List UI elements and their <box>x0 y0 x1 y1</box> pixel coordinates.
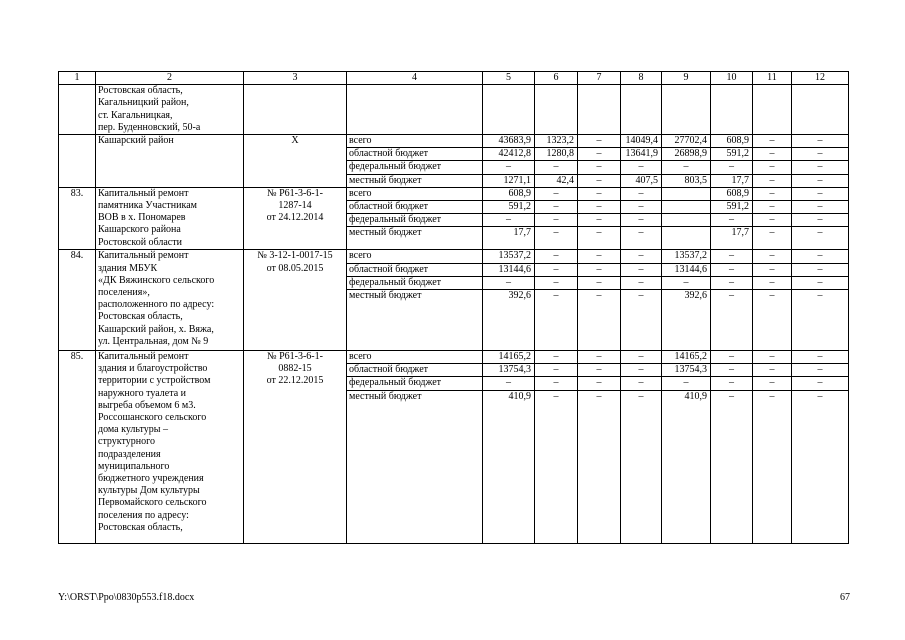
text-line: Ростовской области <box>98 236 182 248</box>
value-cell: – <box>792 135 849 148</box>
text-line: выгреба объемом 6 м3. <box>98 399 196 411</box>
value-cell: 17,7 <box>483 227 535 250</box>
value-cell: – <box>753 250 792 263</box>
value-cell: – <box>662 161 711 174</box>
value-cell: 13144,6 <box>662 263 711 276</box>
value-cell: – <box>535 276 578 289</box>
value-cell: 410,9 <box>483 390 535 543</box>
value-cell: 14165,2 <box>662 351 711 364</box>
value-cell: – <box>578 290 621 351</box>
value-cell: – <box>578 201 621 214</box>
empty-cell <box>711 85 753 135</box>
text-line: территории с устройством <box>98 375 211 387</box>
value-cell: 13537,2 <box>662 250 711 263</box>
value-cell <box>662 187 711 200</box>
value-cell: 26898,9 <box>662 148 711 161</box>
value-cell: 13754,3 <box>662 364 711 377</box>
text-line: расположенного по адресу: <box>98 299 215 311</box>
document-cell <box>244 135 347 188</box>
value-cell: 13754,3 <box>483 364 535 377</box>
value-cell: – <box>535 161 578 174</box>
value-cell: – <box>621 351 662 364</box>
text-line: Капитальный ремонт <box>98 250 189 262</box>
empty-cell <box>347 85 483 135</box>
value-cell: – <box>535 201 578 214</box>
table-row <box>59 351 849 364</box>
value-cell: 17,7 <box>711 174 753 187</box>
value-cell: 13144,6 <box>483 263 535 276</box>
value-cell: – <box>753 161 792 174</box>
row-number-cell: 85. <box>59 351 96 544</box>
text-line: муниципального <box>98 460 170 472</box>
value-cell: – <box>711 214 753 227</box>
value-cell: – <box>711 377 753 390</box>
value-cell: – <box>578 135 621 148</box>
document-cell <box>244 351 347 544</box>
value-cell: – <box>578 161 621 174</box>
value-cell: – <box>483 214 535 227</box>
value-cell: – <box>792 201 849 214</box>
text-line: ст. Кагальницкая, <box>98 109 173 121</box>
value-cell: – <box>535 214 578 227</box>
empty-cell <box>244 85 347 135</box>
text-line: дома культуры – <box>98 424 168 436</box>
value-cell: – <box>578 364 621 377</box>
value-cell <box>662 227 711 250</box>
text-line: Капитальный ремонт <box>98 187 189 199</box>
empty-cell <box>535 85 578 135</box>
table-row <box>59 135 849 148</box>
value-cell: 392,6 <box>662 290 711 351</box>
funding-source-cell: областной бюджет <box>347 263 483 276</box>
table-row <box>59 250 849 263</box>
value-cell: – <box>753 263 792 276</box>
funding-source-cell: местный бюджет <box>347 290 483 351</box>
column-header: 8 <box>621 72 662 85</box>
value-cell: 803,5 <box>662 174 711 187</box>
value-cell: 42412,8 <box>483 148 535 161</box>
value-cell: – <box>711 263 753 276</box>
text-line: ВОВ в х. Пономарев <box>98 212 186 224</box>
value-cell: – <box>621 227 662 250</box>
value-cell: – <box>535 390 578 543</box>
text-line: поселения по адресу: <box>98 509 189 521</box>
funding-source-cell: областной бюджет <box>347 201 483 214</box>
text-line: Кагальницкий район, <box>98 97 189 109</box>
column-number-row <box>59 72 849 85</box>
value-cell: – <box>792 214 849 227</box>
value-cell: 591,2 <box>711 148 753 161</box>
value-cell: 27702,4 <box>662 135 711 148</box>
value-cell: – <box>792 390 849 543</box>
file-path: Y:\ORST\Ppo\0830p553.f18.docx <box>58 592 195 603</box>
text-line: ул. Центральная, дом № 9 <box>98 335 209 347</box>
text-line: Ростовская область, <box>98 521 183 533</box>
value-cell: – <box>621 377 662 390</box>
column-header: 3 <box>244 72 347 85</box>
value-cell: – <box>662 276 711 289</box>
value-cell: – <box>483 276 535 289</box>
text-line: бюджетного учреждения <box>98 473 204 485</box>
value-cell: – <box>578 250 621 263</box>
value-cell: – <box>753 135 792 148</box>
value-cell: – <box>711 161 753 174</box>
funding-source-cell: всего <box>347 135 483 148</box>
funding-source-cell: местный бюджет <box>347 174 483 187</box>
value-cell: 14049,4 <box>621 135 662 148</box>
value-cell: – <box>753 214 792 227</box>
value-cell: – <box>711 390 753 543</box>
value-cell: 591,2 <box>711 201 753 214</box>
value-cell: 407,5 <box>621 174 662 187</box>
column-header: 4 <box>347 72 483 85</box>
value-cell: – <box>621 250 662 263</box>
page-number: 67 <box>840 592 850 603</box>
text-line: здания МБУК <box>98 262 158 274</box>
value-cell: – <box>621 276 662 289</box>
text-line: Кашарского района <box>98 224 181 236</box>
document-ref: Х <box>291 135 299 147</box>
row-number-cell: 83. <box>59 187 96 250</box>
value-cell: – <box>753 187 792 200</box>
text-line: № 3-12-1-0017-15 <box>257 250 333 262</box>
text-line: № Р61-3-6-1- <box>267 187 323 199</box>
text-line: от 22.12.2015 <box>266 375 324 387</box>
value-cell: – <box>578 214 621 227</box>
row-number-cell <box>59 85 96 135</box>
empty-cell <box>483 85 535 135</box>
value-cell: – <box>711 290 753 351</box>
value-cell: – <box>535 290 578 351</box>
value-cell: – <box>535 250 578 263</box>
value-cell <box>662 201 711 214</box>
value-cell: – <box>578 351 621 364</box>
text-line: Россошанского сельского <box>98 412 207 424</box>
funding-source-cell: областной бюджет <box>347 148 483 161</box>
value-cell: 1280,8 <box>535 148 578 161</box>
object-name-cell <box>96 187 244 250</box>
table-row <box>59 85 849 135</box>
column-header: 2 <box>96 72 244 85</box>
value-cell: – <box>711 250 753 263</box>
table-body <box>59 72 849 544</box>
value-cell: 591,2 <box>483 201 535 214</box>
value-cell: 43683,9 <box>483 135 535 148</box>
value-cell: – <box>535 187 578 200</box>
empty-cell <box>792 85 849 135</box>
value-cell: – <box>753 148 792 161</box>
value-cell: – <box>662 377 711 390</box>
value-cell: – <box>792 250 849 263</box>
object-name-cell <box>96 250 244 351</box>
value-cell: 1271,1 <box>483 174 535 187</box>
value-cell: 608,9 <box>711 187 753 200</box>
text-line: 1287-14 <box>278 200 312 212</box>
value-cell: 410,9 <box>662 390 711 543</box>
value-cell: – <box>621 263 662 276</box>
text-line: Капитальный ремонт <box>98 351 189 363</box>
value-cell: – <box>792 174 849 187</box>
district-name: Кашарский район <box>98 135 174 147</box>
value-cell: – <box>578 174 621 187</box>
value-cell: – <box>621 290 662 351</box>
value-cell: – <box>711 276 753 289</box>
value-cell: 13537,2 <box>483 250 535 263</box>
text-line: здания и благоустройство <box>98 363 208 375</box>
funding-source-cell: всего <box>347 250 483 263</box>
text-line: структурного <box>98 436 155 448</box>
value-cell: – <box>621 187 662 200</box>
text-line: «ДК Вяжинского сельского <box>98 274 215 286</box>
value-cell: – <box>711 364 753 377</box>
value-cell: 17,7 <box>711 227 753 250</box>
value-cell: – <box>792 290 849 351</box>
value-cell: 608,9 <box>711 135 753 148</box>
empty-cell <box>662 85 711 135</box>
value-cell: – <box>753 364 792 377</box>
value-cell: – <box>753 227 792 250</box>
value-cell: – <box>535 364 578 377</box>
text-line: культуры Дом культуры <box>98 485 200 497</box>
value-cell: – <box>483 161 535 174</box>
text-line: Ростовская область, <box>98 311 183 323</box>
table-row <box>59 187 849 200</box>
text-line: № Р61-3-6-1- <box>267 351 323 363</box>
funding-source-cell: федеральный бюджет <box>347 161 483 174</box>
column-header: 9 <box>662 72 711 85</box>
budget-table <box>58 71 849 544</box>
value-cell: – <box>578 390 621 543</box>
value-cell: – <box>621 390 662 543</box>
column-header: 11 <box>753 72 792 85</box>
text-line: наружного туалета и <box>98 387 186 399</box>
value-cell: – <box>535 263 578 276</box>
value-cell: – <box>792 187 849 200</box>
funding-source-cell: областной бюджет <box>347 364 483 377</box>
value-cell: – <box>753 351 792 364</box>
value-cell: – <box>621 161 662 174</box>
value-cell: 13641,9 <box>621 148 662 161</box>
value-cell: – <box>711 351 753 364</box>
row-number-cell: 84. <box>59 250 96 351</box>
funding-source-cell: местный бюджет <box>347 227 483 250</box>
text-line: пер. Буденновский, 50-а <box>98 121 201 133</box>
column-header: 10 <box>711 72 753 85</box>
value-cell: – <box>753 276 792 289</box>
document-cell <box>244 250 347 351</box>
column-header: 7 <box>578 72 621 85</box>
value-cell: – <box>792 351 849 364</box>
value-cell: – <box>792 263 849 276</box>
empty-cell <box>621 85 662 135</box>
document-cell <box>244 187 347 250</box>
value-cell: – <box>578 227 621 250</box>
value-cell: 392,6 <box>483 290 535 351</box>
value-cell: – <box>792 364 849 377</box>
value-cell: – <box>578 148 621 161</box>
value-cell: – <box>753 174 792 187</box>
value-cell: 1323,2 <box>535 135 578 148</box>
row-number-cell <box>59 135 96 188</box>
value-cell: – <box>483 377 535 390</box>
column-header: 12 <box>792 72 849 85</box>
value-cell: – <box>578 377 621 390</box>
empty-cell <box>578 85 621 135</box>
text-line: 0882-15 <box>278 363 312 375</box>
text-line: Ростовская область, <box>98 85 183 97</box>
value-cell: – <box>578 276 621 289</box>
value-cell: – <box>621 201 662 214</box>
text-line: Кашарский район, х. Вяжа, <box>98 323 214 335</box>
funding-source-cell: федеральный бюджет <box>347 214 483 227</box>
text-line: памятника Участникам <box>98 200 197 212</box>
text-line: поселения», <box>98 287 150 299</box>
funding-source-cell: всего <box>347 187 483 200</box>
value-cell: – <box>578 263 621 276</box>
value-cell: – <box>753 201 792 214</box>
text-line: подразделения <box>98 448 161 460</box>
value-cell: – <box>535 377 578 390</box>
funding-source-cell: местный бюджет <box>347 390 483 543</box>
value-cell <box>662 214 711 227</box>
object-name-cell <box>96 85 244 135</box>
value-cell: – <box>792 161 849 174</box>
text-line: Первомайского сельского <box>98 497 207 509</box>
column-header: 5 <box>483 72 535 85</box>
funding-source-cell: федеральный бюджет <box>347 377 483 390</box>
value-cell: – <box>578 187 621 200</box>
value-cell: 14165,2 <box>483 351 535 364</box>
value-cell: – <box>753 390 792 543</box>
column-header: 6 <box>535 72 578 85</box>
object-name-cell <box>96 135 244 188</box>
object-name-cell <box>96 351 244 544</box>
text-line: от 24.12.2014 <box>266 212 324 224</box>
value-cell: 608,9 <box>483 187 535 200</box>
value-cell: – <box>792 377 849 390</box>
value-cell: – <box>753 290 792 351</box>
value-cell: – <box>792 227 849 250</box>
text-line: от 08.05.2015 <box>266 262 324 274</box>
value-cell: 42,4 <box>535 174 578 187</box>
empty-cell <box>753 85 792 135</box>
value-cell: – <box>753 377 792 390</box>
funding-source-cell: федеральный бюджет <box>347 276 483 289</box>
value-cell: – <box>792 276 849 289</box>
value-cell: – <box>621 214 662 227</box>
value-cell: – <box>535 351 578 364</box>
funding-source-cell: всего <box>347 351 483 364</box>
value-cell: – <box>535 227 578 250</box>
value-cell: – <box>792 148 849 161</box>
column-header: 1 <box>59 72 96 85</box>
value-cell: – <box>621 364 662 377</box>
